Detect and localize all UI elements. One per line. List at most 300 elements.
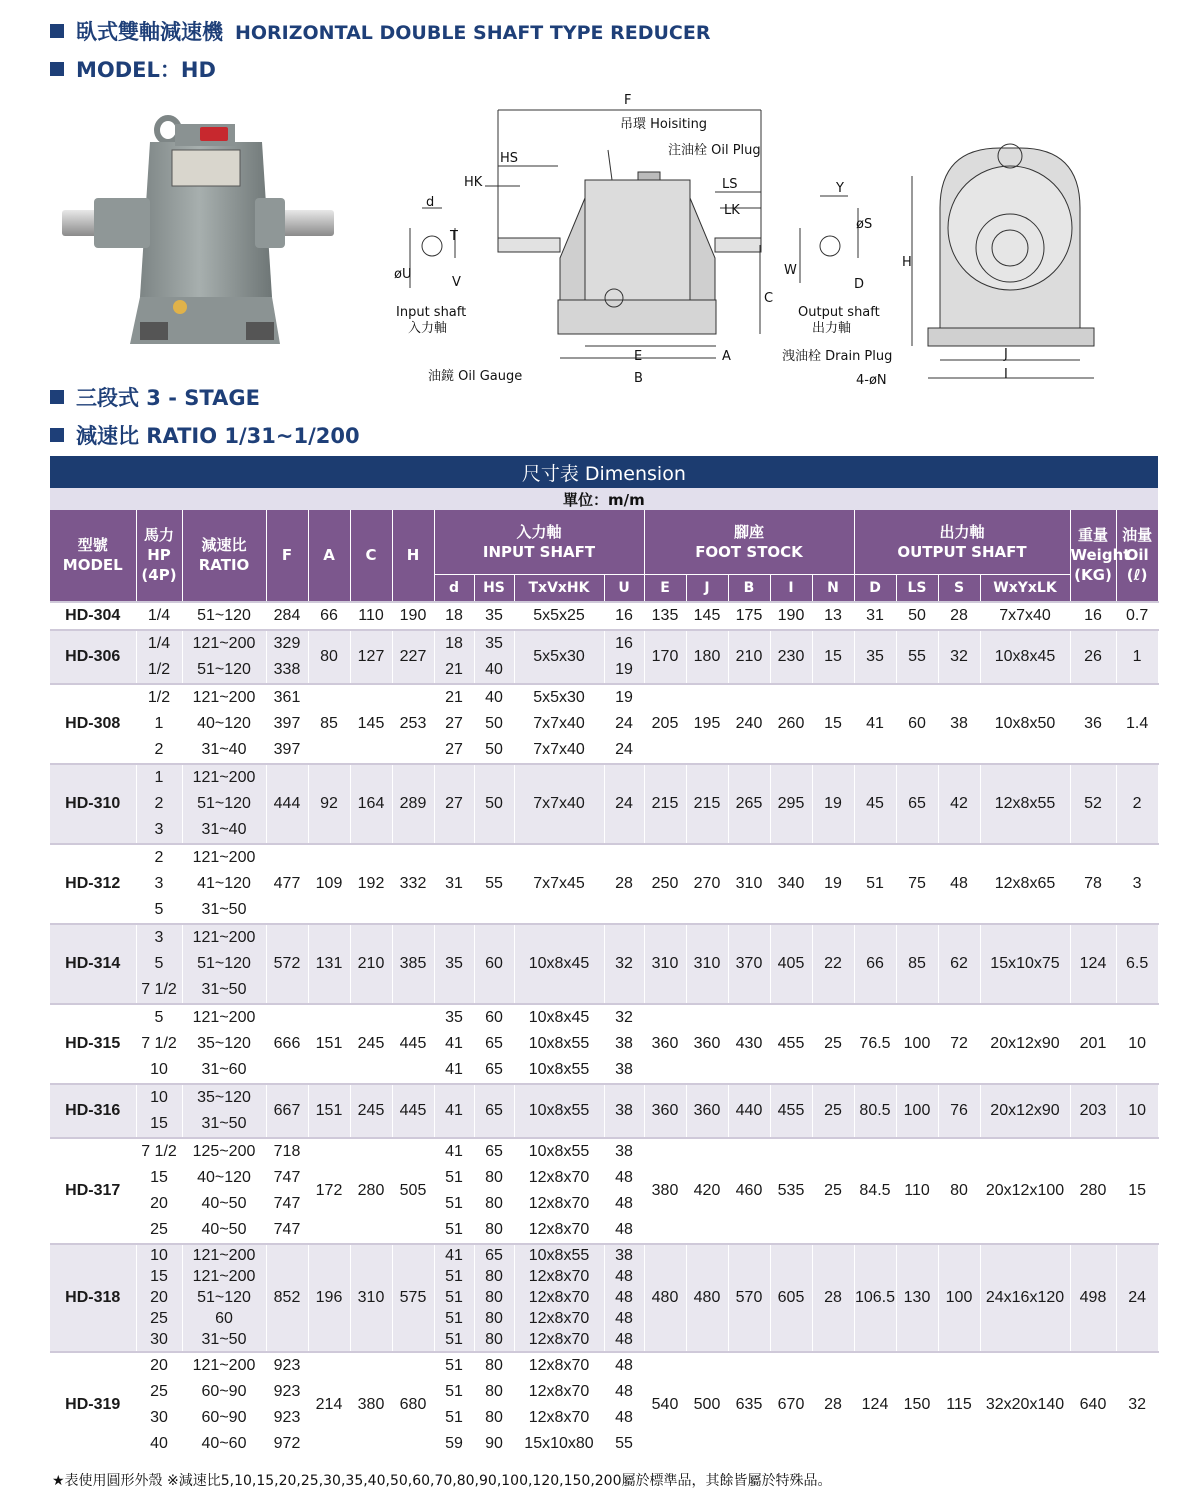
dim-I: I	[1004, 367, 1008, 382]
cell-kg: 52	[1070, 764, 1116, 844]
dim-HS: HS	[500, 151, 519, 166]
cell-d: 45	[854, 764, 896, 844]
cell-d: 80.5	[854, 1084, 896, 1138]
cell-a: 66	[308, 602, 350, 630]
cell-u: 28	[604, 844, 644, 924]
cell-u: 19 24 24	[604, 684, 644, 764]
cell-n: 28	[812, 1244, 854, 1352]
cell-b: 210	[728, 630, 770, 684]
cell-f: 718 747 747 747	[266, 1138, 308, 1244]
cell-oil: 6.5	[1116, 924, 1158, 1004]
cell-h: 253	[392, 684, 434, 764]
hole-label: 4-øN	[856, 373, 887, 388]
cell-f: 572	[266, 924, 308, 1004]
cell-ratio: 121~200 40~120 31~40	[182, 684, 266, 764]
cell-wylk: 10x8x50	[980, 684, 1070, 764]
cell-wylk: 12x8x55	[980, 764, 1070, 844]
cell-j: 270	[686, 844, 728, 924]
cell-d: 35	[854, 630, 896, 684]
cell-kg: 498	[1070, 1244, 1116, 1352]
cell-j: 420	[686, 1138, 728, 1244]
cell-hs: 65 80 80 80 80	[474, 1244, 514, 1352]
cell-e: 215	[644, 764, 686, 844]
cell-ratio: 121~200 51~120 31~50	[182, 924, 266, 1004]
cell-h: 385	[392, 924, 434, 1004]
output-shaft-label-en: Output shaft	[798, 305, 880, 320]
cell-f: 923 923 923 972	[266, 1352, 308, 1457]
cell-s: 32	[938, 630, 980, 684]
cell-wylk: 7x7x40	[980, 602, 1070, 630]
cell-u: 38	[604, 1084, 644, 1138]
subcol-s: S	[938, 574, 980, 602]
cell-i: 455	[770, 1084, 812, 1138]
cell-h: 505	[392, 1138, 434, 1244]
oil-plug-label: 注油栓 Oil Plug	[668, 143, 761, 158]
cell-ratio: 121~200 41~120 31~50	[182, 844, 266, 924]
cell-s: 62	[938, 924, 980, 1004]
cell-a: 151	[308, 1084, 350, 1138]
cell-hs: 55	[474, 844, 514, 924]
cell-i: 190	[770, 602, 812, 630]
cell-i: 340	[770, 844, 812, 924]
cell-e: 310	[644, 924, 686, 1004]
dim-D: D	[854, 277, 865, 292]
cell-c: 164	[350, 764, 392, 844]
square-bullet-icon	[50, 390, 64, 404]
input-shaft-label-en: Input shaft	[396, 305, 467, 320]
cell-c: 245	[350, 1084, 392, 1138]
cell-f: 361 397 397	[266, 684, 308, 764]
cell-oil: 32	[1116, 1352, 1158, 1457]
title-zh: 臥式雙軸減速機	[76, 20, 223, 44]
cell-kg: 26	[1070, 630, 1116, 684]
cell-ls: 55	[896, 630, 938, 684]
col-H: H	[392, 510, 434, 602]
cell-e: 540	[644, 1352, 686, 1457]
cell-b: 430	[728, 1004, 770, 1084]
cell-j: 360	[686, 1084, 728, 1138]
col-weight: 重量 Weight (KG)	[1070, 510, 1116, 602]
square-bullet-icon	[50, 62, 64, 76]
cell-wylk: 24x16x120	[980, 1244, 1070, 1352]
cell-e: 170	[644, 630, 686, 684]
square-bullet-icon	[50, 428, 64, 442]
table-row	[50, 1352, 1158, 1457]
cell-a: 172	[308, 1138, 350, 1244]
cell-ls: 100	[896, 1084, 938, 1138]
cell-model: HD-312	[50, 844, 136, 924]
dim-T: T	[450, 229, 458, 244]
cell-oil: 0.7	[1116, 602, 1158, 630]
cell-j: 195	[686, 684, 728, 764]
cell-b: 440	[728, 1084, 770, 1138]
dim-V: V	[452, 275, 461, 290]
table-row	[50, 684, 1158, 764]
cell-j: 480	[686, 1244, 728, 1352]
cell-u: 38 48 48 48 48	[604, 1244, 644, 1352]
cell-a: 131	[308, 924, 350, 1004]
table-row	[50, 1004, 1158, 1084]
dim-H: H	[902, 255, 912, 270]
cell-kg: 280	[1070, 1138, 1116, 1244]
cell-s: 38	[938, 684, 980, 764]
cell-oil: 10	[1116, 1084, 1158, 1138]
dim-Y: Y	[836, 181, 844, 196]
cell-n: 22	[812, 924, 854, 1004]
subcol-b: B	[728, 574, 770, 602]
cell-ratio: 121~200 51~120 31~40	[182, 764, 266, 844]
cell-s: 76	[938, 1084, 980, 1138]
cell-kg: 16	[1070, 602, 1116, 630]
dimension-table	[50, 456, 1159, 1457]
cell-b: 635	[728, 1352, 770, 1457]
cell-kg: 124	[1070, 924, 1116, 1004]
cell-d: 27	[434, 764, 474, 844]
cell-h: 445	[392, 1084, 434, 1138]
cell-model: HD-308	[50, 684, 136, 764]
cell-d: 21 27 27	[434, 684, 474, 764]
cell-f: 329 338	[266, 630, 308, 684]
hoist-label: 吊環 Hoisiting	[620, 117, 708, 132]
output-shaft-label-zh: 出力軸	[812, 321, 852, 336]
cell-d: 31	[854, 602, 896, 630]
cell-ratio: 35~120 31~50	[182, 1084, 266, 1138]
cell-h: 332	[392, 844, 434, 924]
col-C: C	[350, 510, 392, 602]
cell-b: 460	[728, 1138, 770, 1244]
cell-tvhk: 5x5x25	[514, 602, 604, 630]
cell-f: 477	[266, 844, 308, 924]
cell-hp: 7 1/2 15 20 25	[136, 1138, 182, 1244]
cell-model: HD-314	[50, 924, 136, 1004]
title-en: HORIZONTAL DOUBLE SHAFT TYPE REDUCER	[235, 22, 711, 44]
cell-b: 570	[728, 1244, 770, 1352]
cell-d: 18	[434, 602, 474, 630]
cell-model: HD-318	[50, 1244, 136, 1352]
subcol-txvxhk: TxVxHK	[514, 574, 604, 602]
dim-LK: LK	[724, 203, 740, 218]
cell-e: 380	[644, 1138, 686, 1244]
col-ratio: 減速比 RATIO	[182, 510, 266, 602]
cell-tvhk: 10x8x55	[514, 1084, 604, 1138]
cell-f: 284	[266, 602, 308, 630]
cell-f: 667	[266, 1084, 308, 1138]
cell-d: 41	[854, 684, 896, 764]
dim-B: B	[634, 371, 643, 386]
col-foot-stock: 腳座 FOOT STOCK	[644, 510, 854, 574]
cell-model: HD-317	[50, 1138, 136, 1244]
cell-a: 92	[308, 764, 350, 844]
cell-s: 28	[938, 602, 980, 630]
cell-u: 32 38 38	[604, 1004, 644, 1084]
cell-ratio: 121~200 60~90 60~90 40~60	[182, 1352, 266, 1457]
cell-i: 405	[770, 924, 812, 1004]
cell-tvhk: 10x8x55 12x8x70 12x8x70 12x8x70 12x8x70	[514, 1244, 604, 1352]
cell-j: 215	[686, 764, 728, 844]
dim-HK: HK	[464, 175, 483, 190]
cell-s: 100	[938, 1244, 980, 1352]
cell-n: 25	[812, 1004, 854, 1084]
cell-wylk: 15x10x75	[980, 924, 1070, 1004]
cell-model: HD-304	[50, 602, 136, 630]
cell-u: 38 48 48 48	[604, 1138, 644, 1244]
cell-hs: 60	[474, 924, 514, 1004]
cell-wylk: 12x8x65	[980, 844, 1070, 924]
cell-h: 190	[392, 602, 434, 630]
cell-ls: 60	[896, 684, 938, 764]
cell-n: 15	[812, 630, 854, 684]
cell-ls: 100	[896, 1004, 938, 1084]
cell-h: 227	[392, 630, 434, 684]
cell-hs: 50	[474, 764, 514, 844]
cell-c: 192	[350, 844, 392, 924]
cell-j: 145	[686, 602, 728, 630]
cell-u: 16 19	[604, 630, 644, 684]
table-row	[50, 844, 1158, 924]
cell-hp: 10 15	[136, 1084, 182, 1138]
cell-u: 16	[604, 602, 644, 630]
dim-A: A	[722, 349, 731, 364]
cell-tvhk: 5x5x30	[514, 630, 604, 684]
cell-tvhk: 12x8x70 12x8x70 12x8x70 15x10x80	[514, 1352, 604, 1457]
cell-oil: 2	[1116, 764, 1158, 844]
dim-C: C	[764, 291, 774, 306]
dimension-drawing	[380, 88, 1100, 388]
cell-oil: 15	[1116, 1138, 1158, 1244]
cell-u: 48 48 48 55	[604, 1352, 644, 1457]
cell-f: 666	[266, 1004, 308, 1084]
cell-hs: 40 50 50	[474, 684, 514, 764]
cell-j: 360	[686, 1004, 728, 1084]
table-row	[50, 924, 1158, 1004]
cell-e: 205	[644, 684, 686, 764]
model-heading	[50, 54, 216, 84]
cell-ls: 50	[896, 602, 938, 630]
cell-ratio: 125~200 40~120 40~50 40~50	[182, 1138, 266, 1244]
input-shaft-label-zh: 入力軸	[408, 321, 448, 336]
cell-ls: 85	[896, 924, 938, 1004]
cell-n: 13	[812, 602, 854, 630]
cell-d: 66	[854, 924, 896, 1004]
col-F: F	[266, 510, 308, 602]
cell-c: 380	[350, 1352, 392, 1457]
stage-heading	[50, 382, 260, 412]
cell-b: 265	[728, 764, 770, 844]
dim-S: øS	[856, 217, 873, 232]
ratio-label: 減速比 RATIO 1/31~1/200	[76, 424, 360, 448]
cell-tvhk: 7x7x40	[514, 764, 604, 844]
cell-tvhk: 5x5x30 7x7x40 7x7x40	[514, 684, 604, 764]
cell-hs: 80 80 80 90	[474, 1352, 514, 1457]
page-title	[50, 16, 710, 46]
cell-tvhk: 10x8x45	[514, 924, 604, 1004]
cell-hp: 1 2 3	[136, 764, 182, 844]
col-A: A	[308, 510, 350, 602]
cell-b: 370	[728, 924, 770, 1004]
cell-ratio: 121~200 35~120 31~60	[182, 1004, 266, 1084]
cell-a: 85	[308, 684, 350, 764]
subcol-wxyxlk: WxYxLK	[980, 574, 1070, 602]
cell-wylk: 20x12x100	[980, 1138, 1070, 1244]
cell-i: 670	[770, 1352, 812, 1457]
cell-c: 210	[350, 924, 392, 1004]
cell-model: HD-310	[50, 764, 136, 844]
cell-s: 80	[938, 1138, 980, 1244]
cell-b: 240	[728, 684, 770, 764]
cell-d: 124	[854, 1352, 896, 1457]
cell-ratio: 121~200 121~200 51~120 60 31~50	[182, 1244, 266, 1352]
cell-i: 260	[770, 684, 812, 764]
cell-s: 72	[938, 1004, 980, 1084]
oil-gauge-label: 油鏡 Oil Gauge	[428, 369, 523, 384]
cell-s: 42	[938, 764, 980, 844]
cell-c: 310	[350, 1244, 392, 1352]
dim-J: J	[1004, 347, 1008, 362]
table-row	[50, 1138, 1158, 1244]
subcol-ls: LS	[896, 574, 938, 602]
col-hp: 馬力 HP (4P)	[136, 510, 182, 602]
cell-e: 480	[644, 1244, 686, 1352]
col-oil: 油量 Oil (ℓ)	[1116, 510, 1158, 602]
cell-hs: 65 80 80 80	[474, 1138, 514, 1244]
cell-s: 48	[938, 844, 980, 924]
cell-a: 109	[308, 844, 350, 924]
cell-wylk: 20x12x90	[980, 1084, 1070, 1138]
cell-e: 135	[644, 602, 686, 630]
cell-a: 80	[308, 630, 350, 684]
cell-u: 24	[604, 764, 644, 844]
cell-s: 115	[938, 1352, 980, 1457]
cell-d: 106.5	[854, 1244, 896, 1352]
cell-model: HD-315	[50, 1004, 136, 1084]
cell-d: 31	[434, 844, 474, 924]
cell-j: 180	[686, 630, 728, 684]
table-row	[50, 630, 1158, 684]
dim-F: F	[624, 93, 632, 108]
dim-E: E	[634, 349, 643, 364]
table-title: 尺寸表 Dimension	[50, 456, 1158, 488]
cell-ls: 65	[896, 764, 938, 844]
cell-kg: 203	[1070, 1084, 1116, 1138]
cell-i: 230	[770, 630, 812, 684]
cell-c: 280	[350, 1138, 392, 1244]
cell-kg: 640	[1070, 1352, 1116, 1457]
dim-W: W	[784, 263, 797, 278]
cell-hp: 1/4 1/2	[136, 630, 182, 684]
cell-e: 250	[644, 844, 686, 924]
cell-ratio: 121~200 51~120	[182, 630, 266, 684]
cell-ls: 150	[896, 1352, 938, 1457]
cell-wylk: 32x20x140	[980, 1352, 1070, 1457]
cell-f: 444	[266, 764, 308, 844]
cell-d: 18 21	[434, 630, 474, 684]
cell-hs: 60 65 65	[474, 1004, 514, 1084]
cell-c: 127	[350, 630, 392, 684]
cell-d: 76.5	[854, 1004, 896, 1084]
cell-c: 245	[350, 1004, 392, 1084]
table-row	[50, 602, 1158, 630]
subcol-d: d	[434, 574, 474, 602]
cell-hp: 2 3 5	[136, 844, 182, 924]
cell-ratio: 51~120	[182, 602, 266, 630]
cell-d: 51	[854, 844, 896, 924]
cell-h: 445	[392, 1004, 434, 1084]
table-unit: 單位：m/m	[50, 488, 1158, 510]
cell-hp: 1/2 1 2	[136, 684, 182, 764]
cell-d: 51 51 51 59	[434, 1352, 474, 1457]
cell-hp: 20 25 30 40	[136, 1352, 182, 1457]
table-row	[50, 764, 1158, 844]
cell-hs: 65	[474, 1084, 514, 1138]
cell-kg: 36	[1070, 684, 1116, 764]
subcol-i: I	[770, 574, 812, 602]
square-bullet-icon	[50, 24, 64, 38]
cell-hp: 10 15 20 25 30	[136, 1244, 182, 1352]
cell-u: 32	[604, 924, 644, 1004]
cell-hs: 35	[474, 602, 514, 630]
dim-d: d	[426, 195, 435, 210]
subcol-n: N	[812, 574, 854, 602]
drain-plug-label: 洩油栓 Drain Plug	[782, 349, 893, 364]
dim-U: øU	[394, 267, 412, 282]
reducer-photo	[50, 112, 340, 362]
cell-b: 175	[728, 602, 770, 630]
cell-ls: 110	[896, 1138, 938, 1244]
cell-n: 25	[812, 1084, 854, 1138]
cell-j: 310	[686, 924, 728, 1004]
cell-model: HD-306	[50, 630, 136, 684]
cell-model: HD-319	[50, 1352, 136, 1457]
cell-a: 196	[308, 1244, 350, 1352]
cell-f: 852	[266, 1244, 308, 1352]
cell-kg: 78	[1070, 844, 1116, 924]
cell-i: 455	[770, 1004, 812, 1084]
cell-oil: 24	[1116, 1244, 1158, 1352]
cell-c: 110	[350, 602, 392, 630]
cell-wylk: 20x12x90	[980, 1004, 1070, 1084]
cell-d: 41 51 51 51	[434, 1138, 474, 1244]
cell-hp: 5 7 1/2 10	[136, 1004, 182, 1084]
cell-hs: 35 40	[474, 630, 514, 684]
subcol-j: J	[686, 574, 728, 602]
cell-hp: 1/4	[136, 602, 182, 630]
cell-d: 35	[434, 924, 474, 1004]
subcol-d: D	[854, 574, 896, 602]
cell-i: 535	[770, 1138, 812, 1244]
cell-d: 41 51 51 51 51	[434, 1244, 474, 1352]
cell-n: 15	[812, 684, 854, 764]
cell-model: HD-316	[50, 1084, 136, 1138]
table-row	[50, 1244, 1158, 1352]
cell-tvhk: 7x7x45	[514, 844, 604, 924]
cell-n: 19	[812, 764, 854, 844]
table-row	[50, 1084, 1158, 1138]
subcol-e: E	[644, 574, 686, 602]
col-output-shaft: 出力軸 OUTPUT SHAFT	[854, 510, 1070, 574]
cell-oil: 1.4	[1116, 684, 1158, 764]
cell-tvhk: 10x8x55 12x8x70 12x8x70 12x8x70	[514, 1138, 604, 1244]
footnote: ★表使用圓形外殼 ※減速比5,10,15,20,25,30,35,40,50,60,70,80,90,100,120,150,200屬於標準品，其餘皆屬於特殊品。	[52, 1473, 832, 1489]
cell-oil: 3	[1116, 844, 1158, 924]
cell-hp: 3 5 7 1/2	[136, 924, 182, 1004]
cell-i: 295	[770, 764, 812, 844]
subcol-u: U	[604, 574, 644, 602]
cell-c: 145	[350, 684, 392, 764]
cell-d: 84.5	[854, 1138, 896, 1244]
cell-e: 360	[644, 1084, 686, 1138]
cell-h: 680	[392, 1352, 434, 1457]
cell-n: 25	[812, 1138, 854, 1244]
